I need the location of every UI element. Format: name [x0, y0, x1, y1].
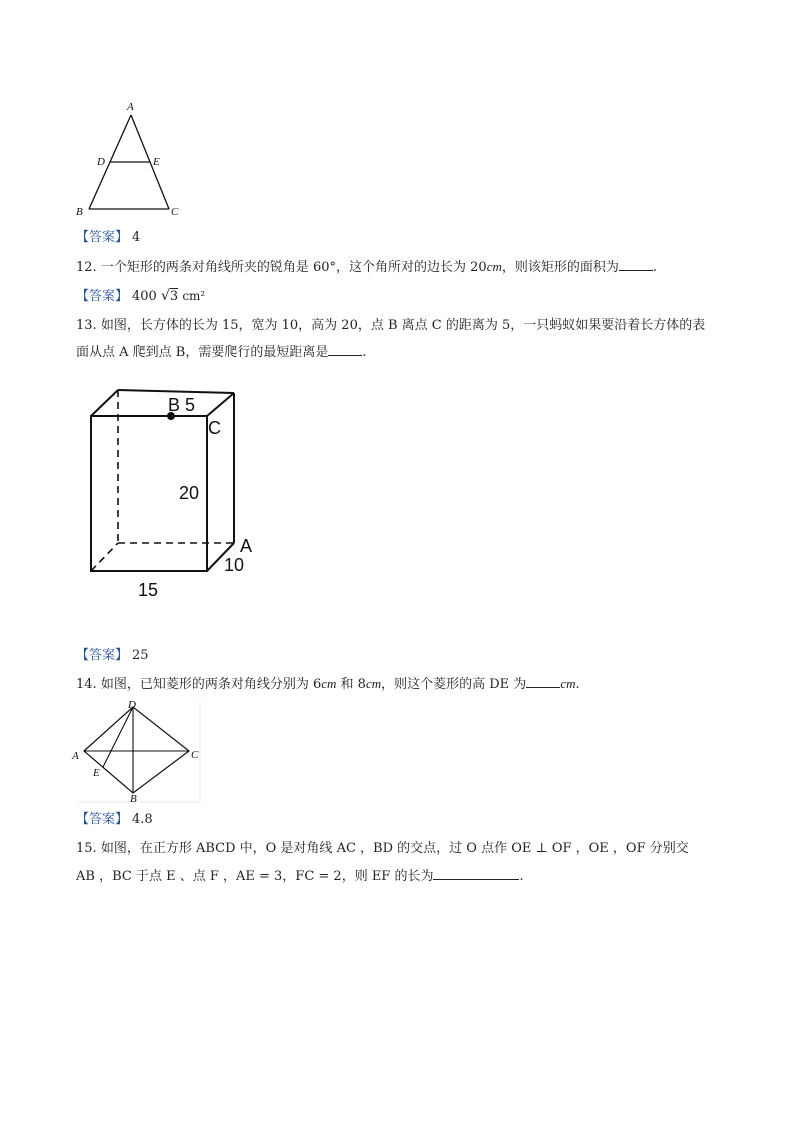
label-A: A — [127, 101, 134, 113]
rhombus-figure — [70, 698, 202, 804]
answer-value: 4.8 — [132, 812, 153, 827]
answer-blank — [328, 343, 362, 356]
answer-tag: 【答案】 — [76, 648, 129, 663]
label-A: A — [240, 536, 253, 556]
answer-tag: 【答案】 — [76, 289, 129, 304]
unit: cm — [486, 259, 502, 274]
question-number: 12. — [76, 260, 97, 275]
label-B-5: B 5 — [168, 395, 196, 415]
label-width: 10 — [224, 555, 245, 575]
question-13-line-2 — [76, 343, 366, 362]
question-number: 13. — [76, 318, 97, 333]
question-number: 15. — [76, 841, 97, 856]
label-D: D — [128, 699, 136, 711]
label-A: A — [72, 750, 79, 762]
question-text: AB ，BC 于点 E 、点 F ，AE = 3，FC = 2，则 EF 的长为 — [76, 869, 434, 884]
question-number: 14. — [76, 677, 97, 692]
answer-unit: cm² — [182, 289, 206, 303]
answer-blank — [619, 258, 653, 271]
label-B: B — [130, 793, 137, 804]
unit: cm — [321, 676, 337, 691]
sqrt-symbol: √ — [160, 288, 170, 304]
cuboid-figure — [80, 380, 270, 605]
answer-tag: 【答案】 — [76, 812, 129, 827]
question-text-2: ，则该矩形的面积为 — [501, 260, 619, 275]
question-12 — [76, 258, 657, 277]
answer-13 — [76, 647, 149, 665]
answer-blank — [433, 867, 519, 880]
answer-11 — [76, 229, 140, 247]
label-C: C — [171, 206, 179, 218]
end-mark: . — [575, 677, 580, 692]
label-E: E — [93, 767, 100, 779]
answer-value: 4 — [132, 230, 141, 245]
answer-12 — [76, 287, 205, 306]
answer-tag: 【答案】 — [76, 230, 129, 245]
label-B: B — [76, 206, 83, 218]
question-text: 一个矩形的两条对角线所夹的锐角是 60°，这个角所对的边长为 20 — [100, 260, 487, 275]
radicand: 3 — [169, 289, 179, 304]
label-C: C — [208, 418, 221, 438]
answer-coefficient: 400 — [132, 289, 157, 304]
question-text-2: ，则这个菱形的高 DE 为 — [381, 677, 527, 692]
question-15-line-2 — [76, 867, 524, 886]
unit: cm — [560, 676, 576, 691]
end-mark: . — [362, 345, 367, 360]
question-text-mid: 和 8 — [336, 677, 366, 692]
end-mark: . — [519, 869, 524, 884]
question-13-line-1 — [76, 317, 705, 335]
question-14 — [76, 675, 580, 694]
label-length: 15 — [138, 580, 159, 600]
question-text: 如图，在正方形 ABCD 中，O 是对角线 AC ，BD 的交点，过 O 点作 OE ⊥ OF ，OE ，OF 分别交 — [100, 841, 689, 856]
question-15-line-1 — [76, 840, 689, 858]
label-E: E — [153, 156, 160, 168]
answer-value: 25 — [132, 648, 149, 663]
question-text: 面从点 A 爬到点 B，需要爬行的最短距离是 — [76, 345, 329, 360]
label-height: 20 — [179, 483, 200, 503]
answer-14 — [76, 811, 153, 829]
end-mark: . — [652, 260, 658, 275]
unit: cm — [365, 676, 382, 691]
label-C: C — [191, 749, 199, 761]
label-D: D — [97, 156, 105, 168]
triangle-figure — [70, 98, 190, 223]
answer-blank — [526, 675, 560, 688]
question-text: 如图，长方体的长为 15，宽为 10，高为 20，点 B 离点 C 的距离为 5，一只蚂蚁如果要沿着长方体的表 — [100, 318, 706, 333]
question-text: 如图，已知菱形的两条对角线分别为 6 — [100, 677, 322, 692]
